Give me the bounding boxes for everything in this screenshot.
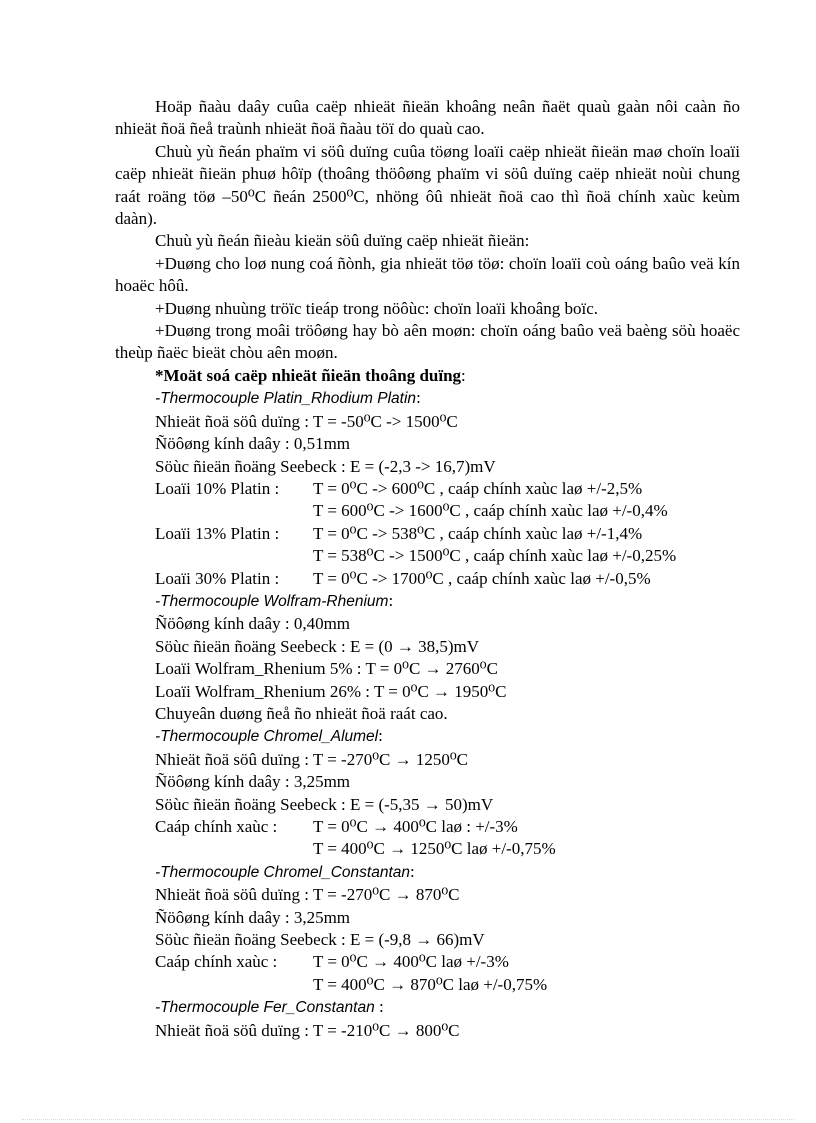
thermo3-accuracy: Caáp chính xaùc : T = 0⁰C → 400⁰C laø : +/-3% <box>155 817 518 836</box>
thermo3-accuracy-b: T = 400⁰C → 1250⁰C laø +/-0,75% <box>313 839 556 859</box>
thermo5-range: Nhieät ñoä söû duïng : T = -210⁰C → 800⁰C <box>155 1020 460 1040</box>
paragraph-range-selection: Chuù yù ñeán phaïm vi söû duïng cuûa töøng loaïi caëp nhieät ñieän maø choïn loaïi caëp nhieät ñieän phuø hôïp (thoâng thöôøng phaïm vi söû duïng caëp nhieät noùi chung raát roäng töø –50⁰C ñeán 2500⁰C, nhöng ôû nhieät ñoä cao thì ñoä chính xaùc keùm daàn). <box>115 141 740 229</box>
thermo3-emf: Söùc ñieän ñoäng Seebeck : E = (-5,35 → 50)mV <box>155 794 494 814</box>
thermo4-diameter: Ñöôøng kính daây : 3,25mm <box>155 907 351 927</box>
thermo4-title: -Thermocouple Chromel_Constantan: <box>155 861 415 881</box>
thermo4-accuracy-b: T = 400⁰C → 870⁰C laø +/-0,75% <box>313 974 548 994</box>
thermo3-range: Nhieät ñoä söû duïng : T = -270⁰C → 1250⁰C <box>155 749 468 769</box>
thermo3-title: -Thermocouple Chromel_Alumel: <box>155 726 383 746</box>
thermo1-grade10: Loaïi 10% Platin : T = 0⁰C -> 600⁰C , caáp chính xaùc laø +/-2,5% <box>155 478 643 498</box>
thermo1-grade13-b: T = 538⁰C -> 1500⁰C , caáp chính xaùc laø +/-0,25% <box>313 546 677 566</box>
thermo5-title: -Thermocouple Fer_Constantan : <box>155 997 384 1017</box>
thermo2-re26: Loaïi Wolfram_Rhenium 26% : T = 0⁰C → 1950⁰C <box>155 681 507 701</box>
thermo1-diameter: Ñöôøng kính daây : 0,51mm <box>155 434 351 454</box>
thermo1-emf: Söùc ñieän ñoäng Seebeck : E = (-2,3 -> 16,7)mV <box>155 456 496 476</box>
paragraph-furnace-use: +Duøng cho loø nung coá ñònh, gia nhieät töø töø: choïn loaïi coù oáng baûo veä kín hoaëc hôû. <box>115 253 740 296</box>
thermo1-title: -Thermocouple Platin_Rhodium Platin: <box>155 388 421 408</box>
thermo4-accuracy: Caáp chính xaùc : T = 0⁰C → 400⁰C laø +/-3% <box>155 952 509 972</box>
thermo2-re5: Loaïi Wolfram_Rhenium 5% : T = 0⁰C → 2760⁰C <box>155 659 498 679</box>
thermo2-note: Chuyeân duøng ñeå ño nhieät ñoä raát cao. <box>155 703 448 723</box>
thermo4-range: Nhieät ñoä söû duïng : T = -270⁰C → 870⁰C <box>155 885 460 905</box>
paragraph-conditions-heading: Chuù yù ñeán ñieàu kieän söû duïng caëp nhieät ñieän: <box>155 231 530 251</box>
thermo1-grade13: Loaïi 13% Platin : T = 0⁰C -> 538⁰C , caáp chính xaùc laø +/-1,4% <box>155 523 643 543</box>
thermo2-title: -Thermocouple Wolfram-Rhenium: <box>155 590 394 610</box>
section-heading: *Moät soá caëp nhieät ñieän thoâng duïng: <box>155 365 466 385</box>
thermo1-grade10-b: T = 600⁰C -> 1600⁰C , caáp chính xaùc laø +/-0,4% <box>313 501 668 521</box>
paragraph-water-use: +Duøng nhuùng tröïc tieáp trong nöôùc: choïn loaïi khoâng boïc. <box>155 298 599 318</box>
thermo1-grade30: Loaïi 30% Platin : T = 0⁰C -> 1700⁰C , caáp chính xaùc laø +/-0,5% <box>155 568 651 588</box>
thermo2-diameter: Ñöôøng kính daây : 0,40mm <box>155 614 351 634</box>
thermo3-diameter: Ñöôøng kính daây : 3,25mm <box>155 772 351 792</box>
thermo4-emf: Söùc ñieän ñoäng Seebeck : E = (-9,8 → 66)mV <box>155 930 485 950</box>
paragraph-corrosive-use: +Duøng trong moâi tröôøng hay bò aên moøn: choïn oáng baûo veä baèng söù hoaëc theùp ñaëc bieät chòu aên moøn. <box>115 321 740 363</box>
paragraph-junction-box: Hoäp ñaàu daây cuûa caëp nhieät ñieän khoâng neân ñaët quaù gaàn nôi caàn ño nhieät ñoä ñeå traùnh nhieät ñoä ñaàu töï do quaù cao. <box>115 97 740 139</box>
thermo2-emf: Söùc ñieän ñoäng Seebeck : E = (0 → 38,5)mV <box>155 636 480 656</box>
page-bottom-border <box>22 1119 794 1120</box>
document-body <box>115 96 740 1042</box>
thermo1-range: Nhieät ñoä söû duïng : T = -50⁰C -> 1500⁰C <box>155 411 458 431</box>
